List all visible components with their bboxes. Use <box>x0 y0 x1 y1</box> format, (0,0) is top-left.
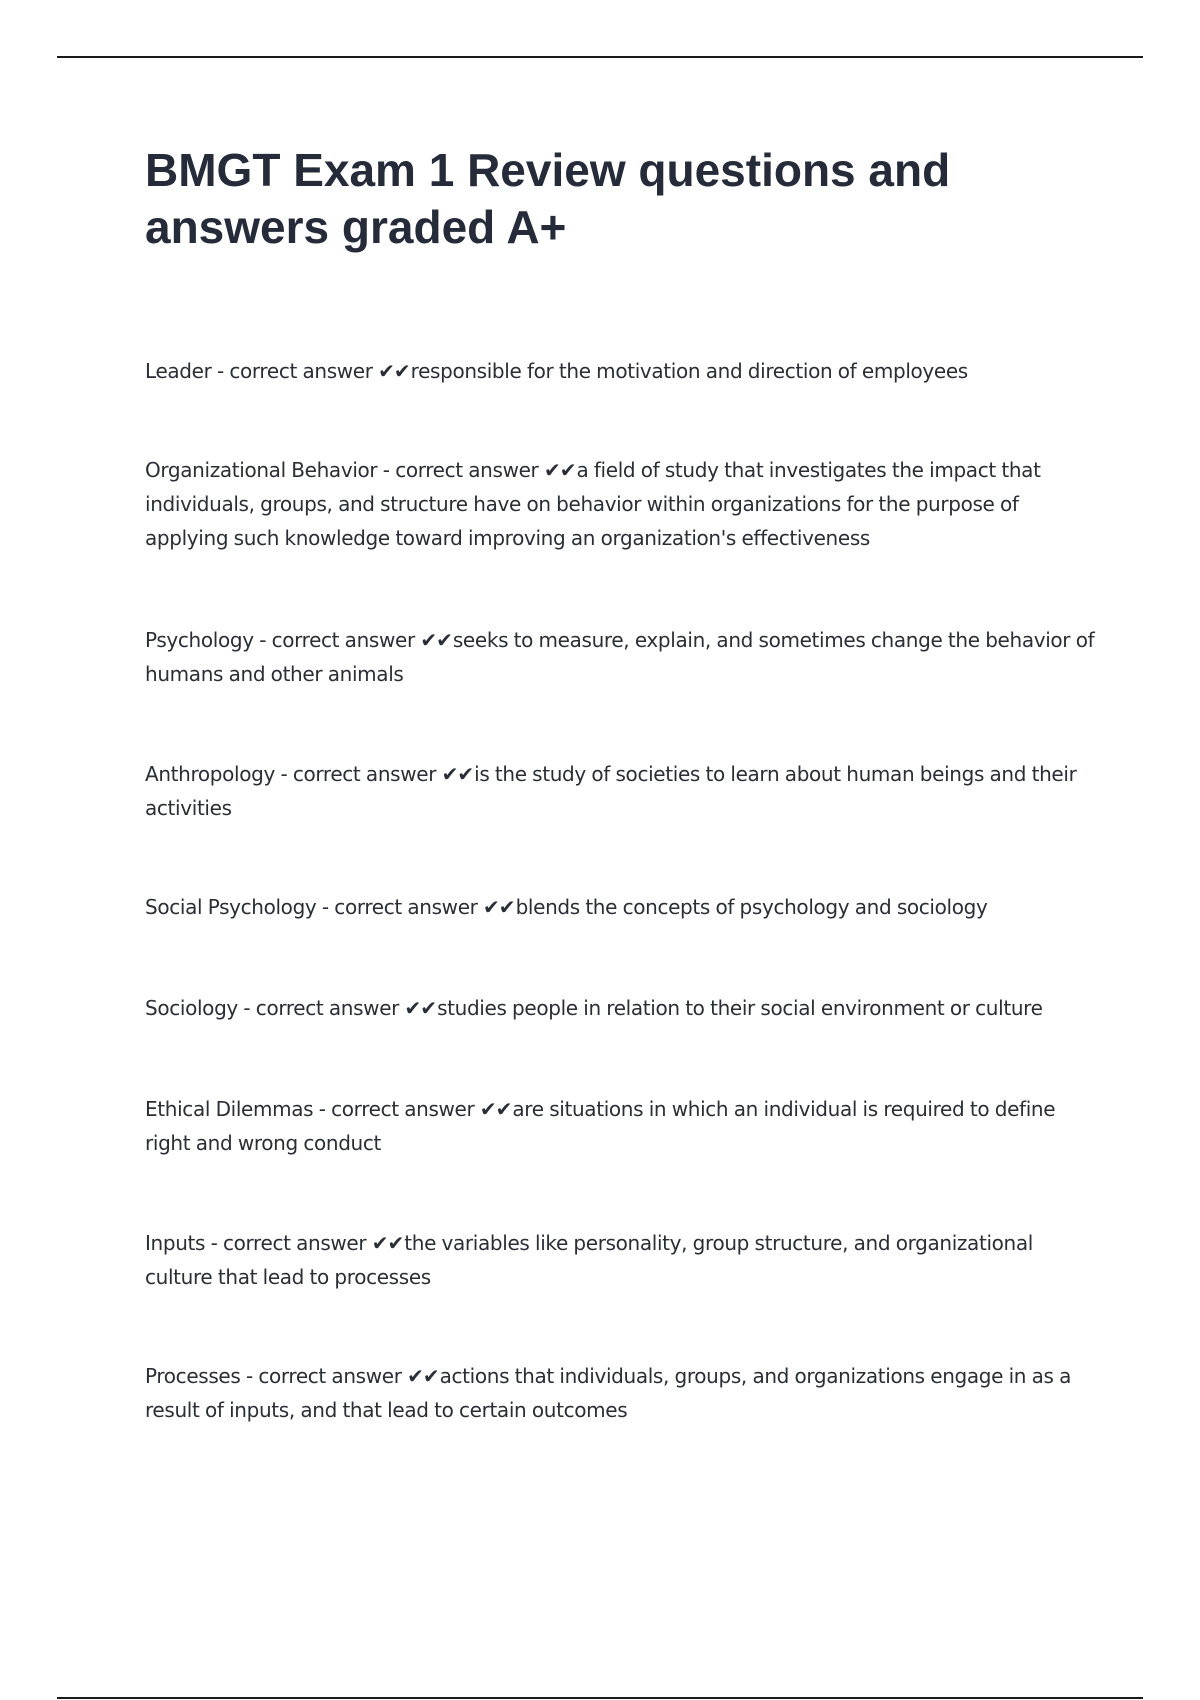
answer-marker: correct answer <box>334 895 478 919</box>
qa-item-ethical-dilemmas: Ethical Dilemmas - correct answer ✔✔are situations in which an individual is required to define right and wrong conduct <box>145 1097 1056 1155</box>
qa-item-leader: Leader - correct answer ✔✔responsible for the motivation and direction of employees <box>145 359 968 383</box>
answer-marker: correct answer <box>395 458 539 482</box>
checkmark-icon: ✔✔ <box>543 458 576 482</box>
qa-definition: blends the concepts of psychology and sociology <box>515 895 988 919</box>
qa-term: Processes <box>145 1364 241 1388</box>
qa-item-processes: Processes - correct answer ✔✔actions that individuals, groups, and organizations engage in as a result of inputs, and that lead to certain outcomes <box>145 1364 1072 1422</box>
qa-item-anthropology: Anthropology - correct answer ✔✔is the study of societies to learn about human beings and their activities <box>145 762 1077 820</box>
qa-term: Ethical Dilemmas <box>145 1097 314 1121</box>
qa-term: Social Psychology <box>145 895 317 919</box>
qa-item-social-psychology: Social Psychology - correct answer ✔✔blends the concepts of psychology and sociology <box>145 895 988 919</box>
qa-term: Organizational Behavior <box>145 458 378 482</box>
qa-definition: a field of study that investigates the impact that individuals, groups, and structure have on behavior within organizations for the purpose of applying such knowledge toward improving an organization's effectiveness <box>145 458 1041 550</box>
qa-term: Leader <box>145 359 212 383</box>
qa-item-psychology: Psychology - correct answer ✔✔seeks to measure, explain, and sometimes change the behavior of humans and other animals <box>145 628 1095 686</box>
checkmark-icon: ✔✔ <box>479 1097 512 1121</box>
bottom-divider <box>57 1697 1143 1699</box>
answer-marker: correct answer <box>258 1364 402 1388</box>
answer-marker: correct answer <box>229 359 373 383</box>
answer-marker: correct answer <box>271 628 415 652</box>
top-divider <box>57 56 1143 58</box>
qa-definition: the variables like personality, group structure, and organizational culture that lead to processes <box>145 1231 1033 1289</box>
qa-definition: responsible for the motivation and direction of employees <box>410 359 968 383</box>
qa-term: Psychology <box>145 628 254 652</box>
qa-definition: studies people in relation to their social environment or culture <box>437 996 1043 1020</box>
qa-definition: seeks to measure, explain, and sometimes change the behavior of humans and other animals <box>145 628 1095 686</box>
answer-marker: correct answer <box>255 996 400 1020</box>
qa-definition: is the study of societies to learn about human beings and their activities <box>145 762 1077 820</box>
checkmark-icon: ✔✔ <box>404 996 437 1020</box>
page-title: BMGT Exam 1 Review questions and answers graded A+ <box>145 144 951 253</box>
checkmark-icon: ✔✔ <box>378 359 410 383</box>
qa-term: Anthropology <box>145 762 275 786</box>
qa-term: Inputs <box>145 1231 206 1255</box>
qa-item-organizational-behavior: Organizational Behavior - correct answer ✔✔a field of study that investigates the impact that individuals, groups, and structure have on behavior within organizations for the purpose of applying such knowledge toward improving an organization's effectiveness <box>145 458 1041 550</box>
answer-marker: correct answer <box>223 1231 367 1255</box>
checkmark-icon: ✔✔ <box>483 895 515 919</box>
checkmark-icon: ✔✔ <box>371 1231 404 1255</box>
qa-item-sociology: Sociology - correct answer ✔✔studies people in relation to their social environment or culture <box>145 996 1043 1020</box>
qa-term: Sociology <box>145 996 238 1020</box>
checkmark-icon: ✔✔ <box>407 1364 439 1388</box>
checkmark-icon: ✔✔ <box>420 628 452 652</box>
answer-marker: correct answer <box>292 762 437 786</box>
checkmark-icon: ✔✔ <box>441 762 474 786</box>
qa-item-inputs: Inputs - correct answer ✔✔the variables like personality, group structure, and organizational culture that lead to processes <box>145 1231 1033 1289</box>
answer-marker: correct answer <box>331 1097 475 1121</box>
qa-definition: are situations in which an individual is required to define right and wrong conduct <box>145 1097 1056 1155</box>
qa-definition: actions that individuals, groups, and organizations engage in as a result of inputs, and that lead to certain outcomes <box>145 1364 1072 1422</box>
